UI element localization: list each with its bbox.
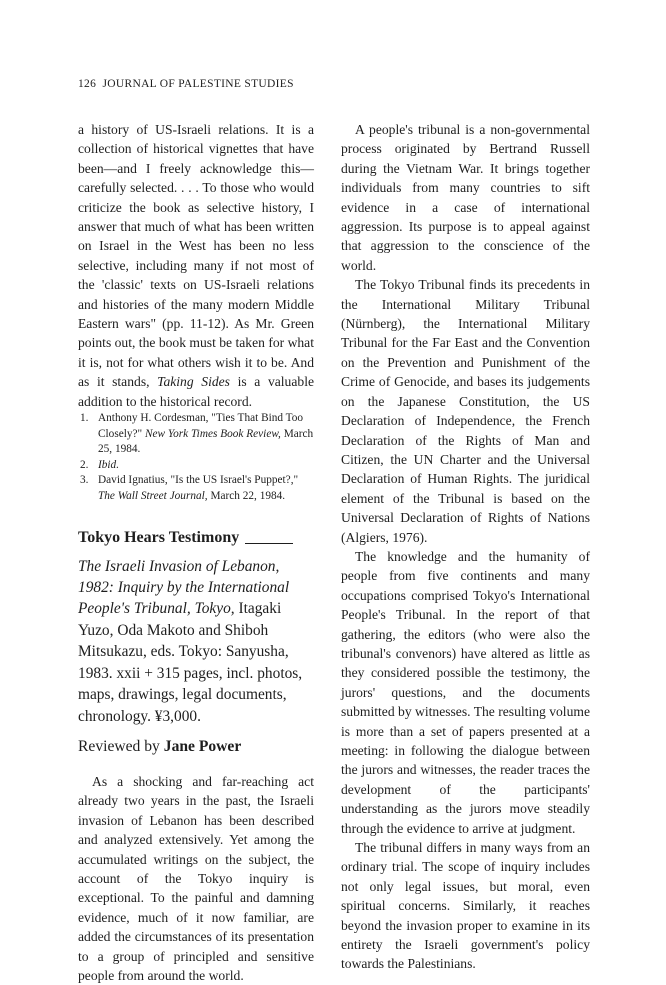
review-paragraph: A people's tribunal is a non-governmental process originated by Bertrand Russell during the Vietnam War. It brings together individuals from many countries to sift evidence in a case of international aggression. Its purpose is to appeal against that aggression to the conscience of the world. xyxy=(341,122,590,273)
footnote: 2. Ibid. xyxy=(80,458,120,471)
previous-review-ending: a history of US-Israeli relations. It is a collection of historical vignettes that have been—and I freely acknowledge this—carefully selected. . . . To those who would criticize the book as selective history, I answer that much of what has been written on Israel in the West has been no less selective, including many if not most of the 'classic' texts on US-Israeli relations and histories of the many modern Middle Eastern wars" (pp. 11-12). As Mr. Green points out, the book must be taken for what it is, not for what others wish it to be. And as it stands, Taking Sides is a valuable addition to the historical record. xyxy=(78,122,314,409)
footnote: 3. David Ignatius, "Is the US Israel's Puppet?," The Wall Street Journal, March 22, 1984. xyxy=(80,474,299,503)
page-number: 126 xyxy=(78,78,97,90)
reviewer-name: Jane Power xyxy=(163,737,242,755)
left-column xyxy=(78,120,314,985)
running-header xyxy=(78,78,294,90)
footnotes xyxy=(78,411,314,505)
review-paragraph: As a shocking and far-reaching act already two years in the past, the Israeli invasion of Lebanon has been described and analyzed extensively. Yet among the accumulated writings on the subject, the account of the Tokyo inquiry is exceptional. To the painful and damning evidence, much of it now familiar, are added the circumstances of its presentation to a group of principled and sensitive people from around the world. xyxy=(78,773,314,983)
right-column xyxy=(341,120,590,974)
review-paragraph: The tribunal differs in many ways from an ordinary trial. The scope of inquiry includes not only legal issues, but moral, even spiritual concerns. Similarly, it reaches beyond the invasion proper to examine in its entirety the Israeli government's policy towards the Palestinians. xyxy=(341,840,590,972)
reviewer-line: Reviewed by Jane Power xyxy=(78,737,242,755)
section-title: Tokyo Hears Testimony xyxy=(78,528,314,548)
book-citation: The Israeli Invasion of Lebanon, 1982: Inquiry by the International People's Tribunal, Tokyo, Itagaki Yuzo, Oda Makoto and Shiboh Mitsukazu, eds. Tokyo: Sanyusha, 1983. xxii + 315 pages, incl. photos, maps, drawings, legal documents, chronology. ¥3,000. xyxy=(78,557,303,725)
review-paragraph: The Tokyo Tribunal finds its precedents in the International Military Tribunal (Nürnberg), the International Military Tribunal for the Far East and the Convention on the Prevention and Punishment of the Crime of Genocide, and bases its judgements on the Japanese Constitution, the US Declaration of Independence, the French Declaration of the Rights of Man and Citizen, the UN Charter and the Universal Declaration of Human Rights. The juridical element of the Tribunal is based on the Universal Declaration of Rights of Nations (Algiers, 1976). xyxy=(341,277,590,545)
title-rule xyxy=(245,543,293,544)
journal-title: JOURNAL OF PALESTINE STUDIES xyxy=(102,78,294,90)
footnote: 1. Anthony H. Cordesman, "Ties That Bind Too Closely?" New York Times Book Review, March 25, 1984. xyxy=(80,412,314,456)
review-paragraph: The knowledge and the humanity of people from five continents and many occupations comprised Tokyo's International People's Tribunal. In the report of that gathering, the editors (who were also the tribunal's convenors) have altered as little as they considered possible the testimony, the jurors' questions, and the documents submitted by witnesses. The resulting volume is more than a set of papers presented at a meeting: in following the dialogue between the jurors and witnesses, the reader traces the development of the participants' understanding as the jurors move steadily through the evidence to arrive at judgment. xyxy=(341,548,590,836)
